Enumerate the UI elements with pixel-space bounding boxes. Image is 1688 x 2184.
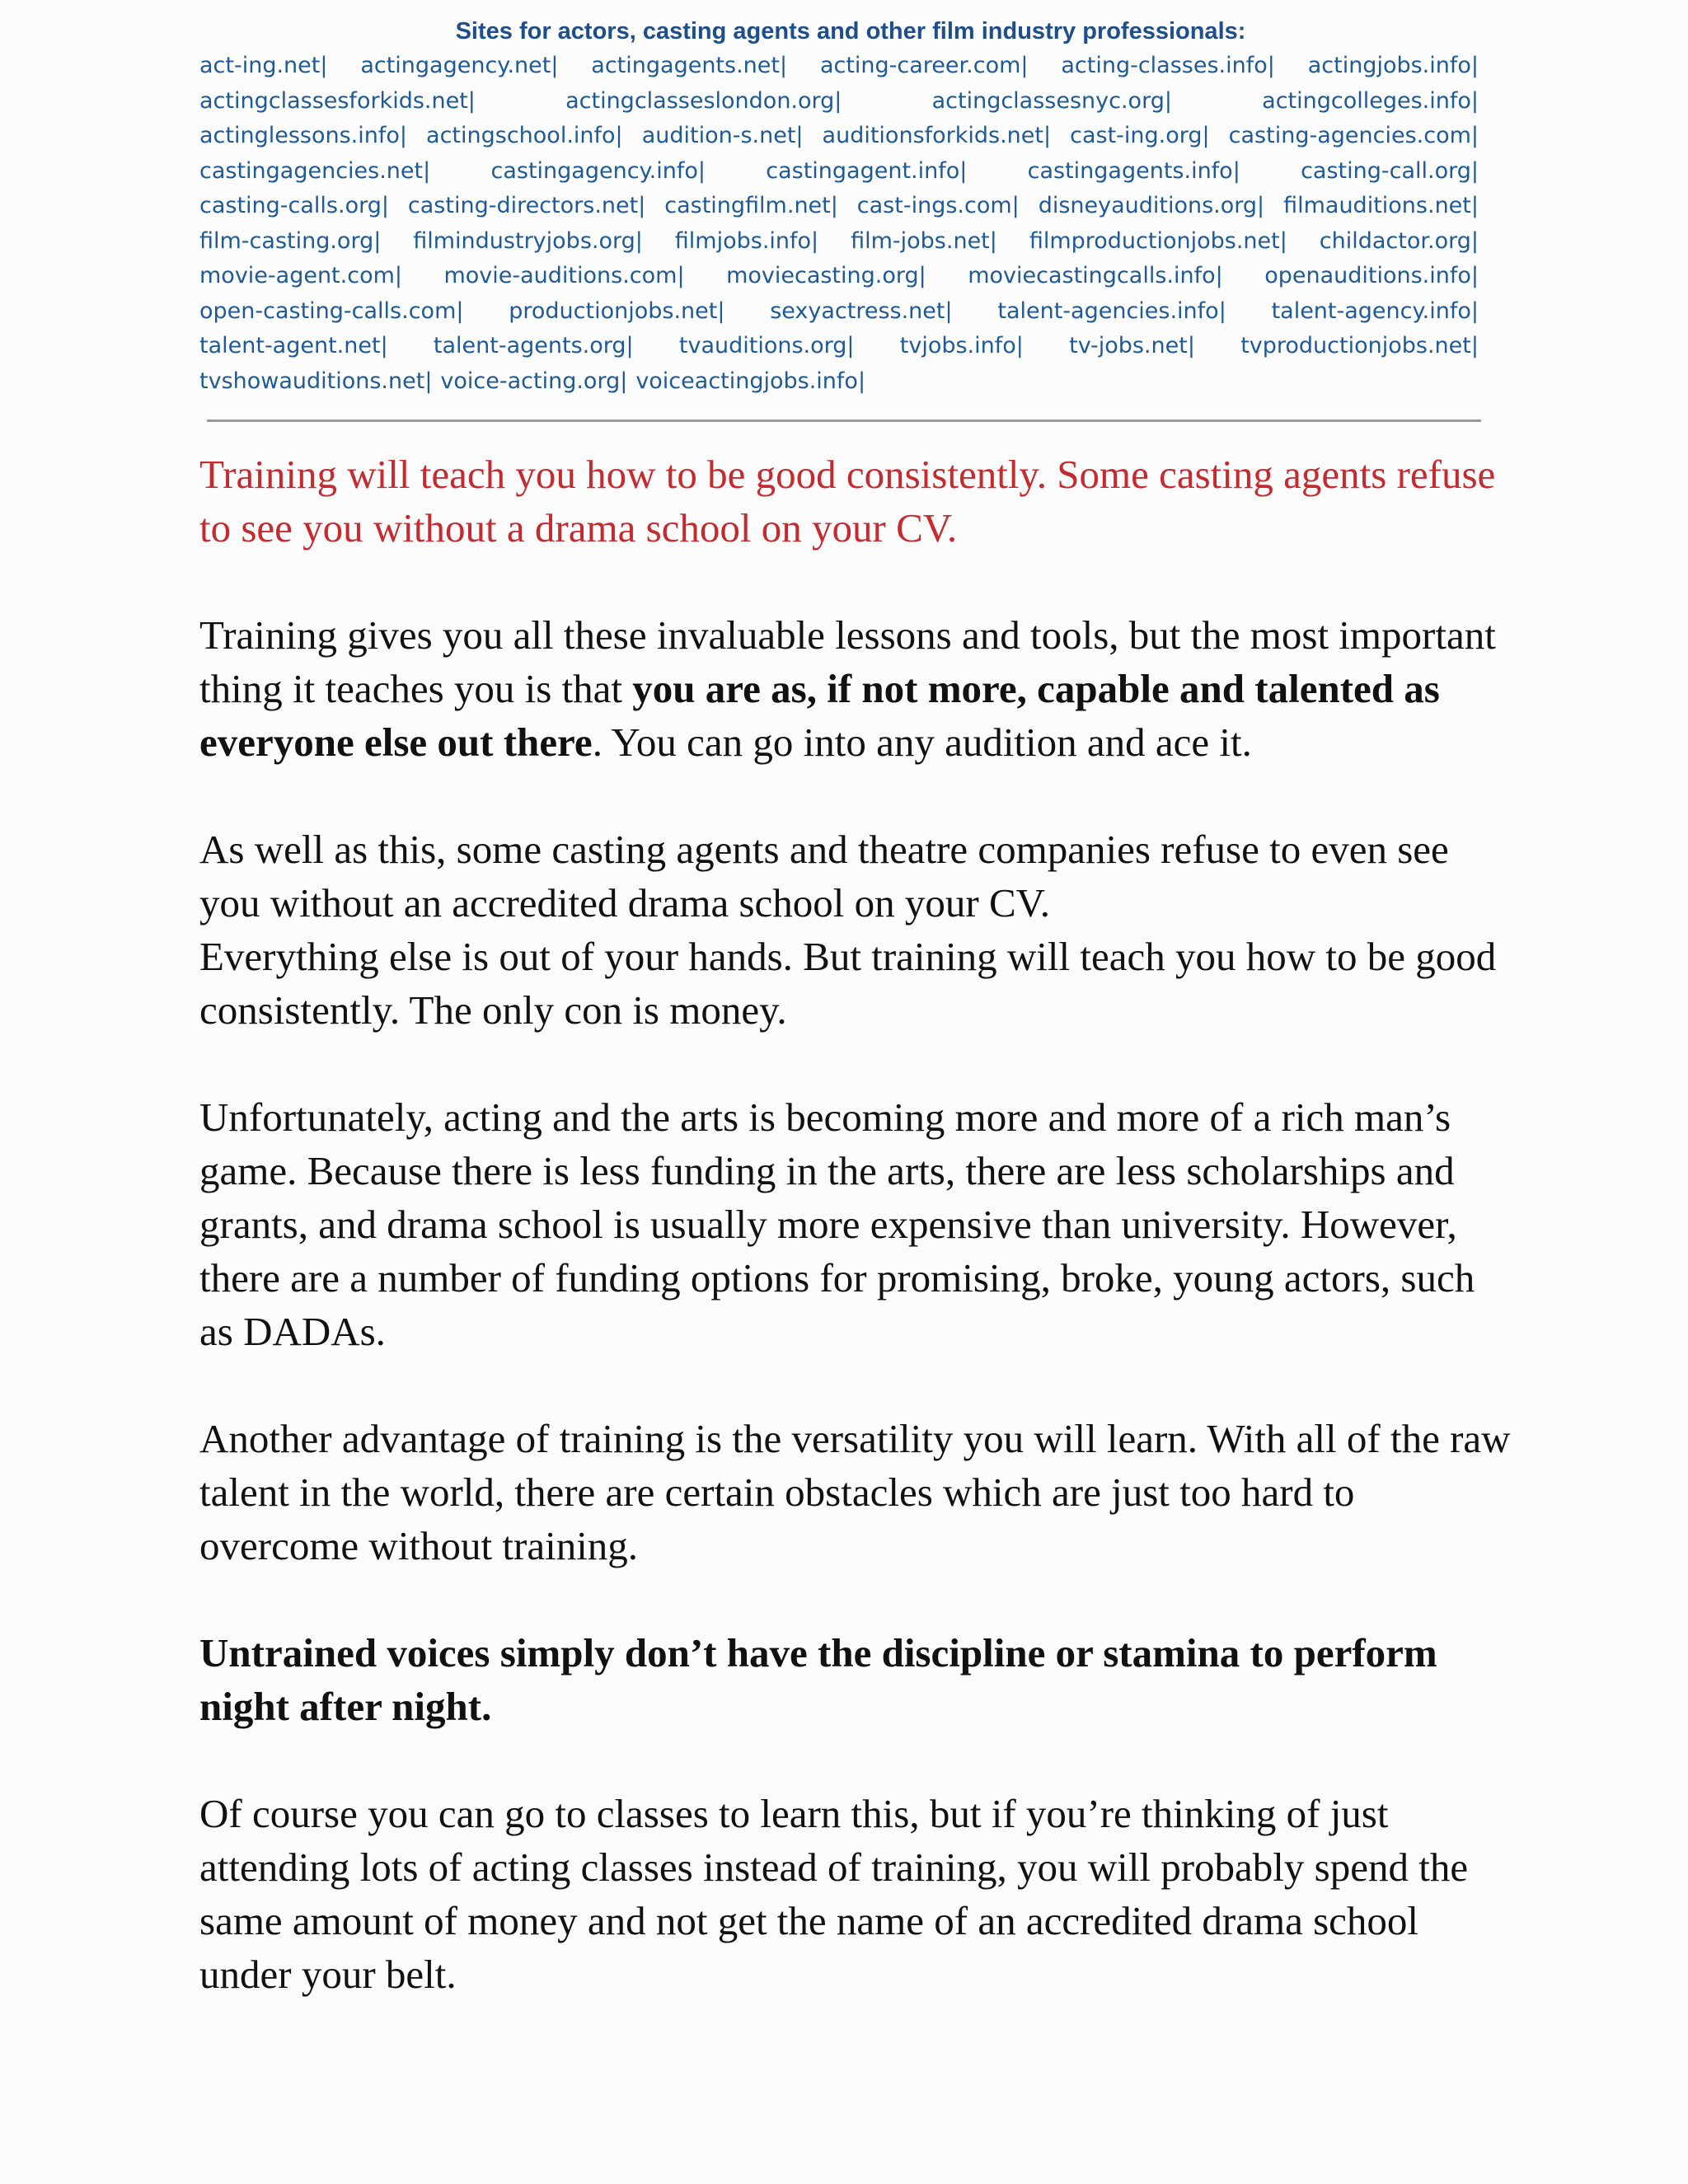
sites-row — [199, 224, 1479, 260]
sites-row — [199, 49, 1479, 84]
paragraph-accredited — [199, 823, 1518, 1037]
site-link[interactable]: castingagent.info| — [766, 157, 968, 184]
paragraph-line: Everything else is out of your hands. But training will teach you how to be good consistently. The only con is money. — [199, 934, 1497, 1033]
site-link[interactable]: castingagencies.net| — [199, 157, 431, 184]
site-link[interactable]: voice-acting.org| — [440, 368, 628, 394]
site-link[interactable]: tv-jobs.net| — [1069, 333, 1195, 359]
site-link[interactable]: filmauditions.net| — [1283, 193, 1479, 218]
site-link[interactable]: acting-classes.info| — [1061, 53, 1275, 78]
bold-statement: Untrained voices simply don’t have the discipline or stamina to perform night after night. — [199, 1630, 1437, 1729]
site-link[interactable]: movie-auditions.com| — [443, 263, 685, 288]
divider — [207, 419, 1481, 422]
site-link[interactable]: talent-agents.org| — [433, 333, 634, 359]
paragraph-versatility: Another advantage of training is the versatility you will learn. With all of the raw talent in the world, there are certain obstacles which are just too hard to overcome without training. — [199, 1416, 1511, 1568]
site-link[interactable]: actingclasseslondon.org| — [565, 87, 842, 114]
intro-highlight: Training will teach you how to be good consistently. Some casting agents refuse to see you without a drama school on your CV. — [199, 452, 1496, 551]
site-link[interactable]: actingclassesnyc.org| — [931, 87, 1172, 114]
site-link[interactable]: casting-directors.net| — [407, 193, 646, 218]
site-link[interactable]: casting-call.org| — [1301, 157, 1479, 184]
site-link[interactable]: audition-s.net| — [641, 123, 804, 148]
site-link[interactable]: openauditions.info| — [1264, 263, 1479, 288]
site-link[interactable]: filmjobs.info| — [674, 227, 819, 254]
sites-link-list — [199, 49, 1479, 399]
site-link[interactable]: acting-career.com| — [819, 53, 1029, 78]
site-link[interactable]: casting-agencies.com| — [1228, 123, 1479, 148]
sites-row — [199, 119, 1479, 154]
site-link[interactable]: tvjobs.info| — [899, 333, 1024, 359]
site-link[interactable]: open-casting-calls.com| — [199, 298, 464, 324]
sites-row — [199, 259, 1479, 294]
site-link[interactable]: filmindustryjobs.org| — [413, 227, 643, 254]
sites-row — [199, 189, 1479, 224]
site-link[interactable]: talent-agencies.info| — [997, 298, 1226, 324]
site-link[interactable]: castingagency.info| — [490, 157, 706, 184]
site-link[interactable]: auditionsforkids.net| — [822, 123, 1052, 148]
site-link[interactable]: voiceactingjobs.info| — [635, 368, 866, 394]
sites-row — [199, 84, 1479, 120]
site-link[interactable]: actingclassesforkids.net| — [199, 87, 476, 114]
article-body — [199, 448, 1518, 2055]
sites-row — [199, 154, 1479, 190]
paragraph-funding: Unfortunately, acting and the arts is becoming more and more of a rich man’s game. Because there is less funding in the arts, there are less scholarships and grants, and drama school is usually more expensive than university. However, there are a number of funding options for promising, broke, young actors, such as DADAs. — [199, 1094, 1475, 1354]
site-link[interactable]: cast-ing.org| — [1070, 123, 1210, 148]
site-link[interactable]: actinglessons.info| — [199, 123, 407, 148]
site-link[interactable]: film-casting.org| — [199, 227, 382, 254]
site-link[interactable]: act-ing.net| — [199, 53, 328, 78]
site-link[interactable]: castingagents.info| — [1027, 157, 1240, 184]
site-link[interactable]: actingagency.net| — [360, 53, 559, 78]
site-link[interactable]: cast-ings.com| — [856, 193, 1020, 218]
site-link[interactable]: actingcolleges.info| — [1262, 87, 1479, 114]
site-link[interactable]: sexyactress.net| — [770, 298, 953, 324]
site-link[interactable]: actingagents.net| — [591, 53, 788, 78]
paragraph-text: . You can go into any audition and ace it. — [592, 719, 1252, 765]
site-link[interactable]: childactor.org| — [1319, 227, 1479, 254]
site-link[interactable]: castingfilm.net| — [664, 193, 838, 218]
sites-row — [199, 329, 1479, 364]
sites-heading: Sites for actors, casting agents and other film industry professionals: — [455, 18, 1246, 45]
paragraph-training-lessons — [199, 608, 1518, 769]
site-link[interactable]: talent-agency.info| — [1271, 298, 1479, 324]
paragraph-line: As well as this, some casting agents and theatre companies refuse to even see you without an accredited drama school on your CV. — [199, 827, 1449, 926]
site-link[interactable]: tvshowauditions.net| — [199, 368, 433, 394]
site-link[interactable]: moviecasting.org| — [726, 263, 926, 288]
site-link[interactable]: casting-calls.org| — [199, 193, 389, 218]
sites-row — [199, 364, 1479, 400]
site-link[interactable]: film-jobs.net| — [851, 227, 997, 254]
paragraph-voices-bold — [199, 1626, 1518, 1733]
site-link[interactable]: actingschool.info| — [426, 123, 623, 148]
site-link[interactable]: disneyauditions.org| — [1038, 193, 1265, 218]
paragraph-classes: Of course you can go to classes to learn this, but if you’re thinking of just attending lots of acting classes instead of training, you will probably spend the same amount of money and not get the name of an accredited drama school under your belt. — [199, 1791, 1469, 1997]
site-link[interactable]: filmproductionjobs.net| — [1029, 227, 1287, 254]
bold-emphasis: you are as, if not more, capable and talented as everyone else out there — [199, 666, 1440, 765]
site-link[interactable]: movie-agent.com| — [199, 263, 402, 288]
site-link[interactable]: tvauditions.org| — [678, 333, 855, 359]
site-link[interactable]: talent-agent.net| — [199, 333, 388, 359]
site-link[interactable]: actingjobs.info| — [1307, 53, 1479, 78]
sites-row — [199, 294, 1479, 330]
site-link[interactable]: moviecastingcalls.info| — [968, 263, 1223, 288]
site-link[interactable]: productionjobs.net| — [509, 298, 725, 324]
paragraph-text: Training gives you all these invaluable lessons and tools, but the most important thing it teaches you is that — [199, 612, 1496, 711]
site-link[interactable]: tvproductionjobs.net| — [1240, 333, 1479, 359]
